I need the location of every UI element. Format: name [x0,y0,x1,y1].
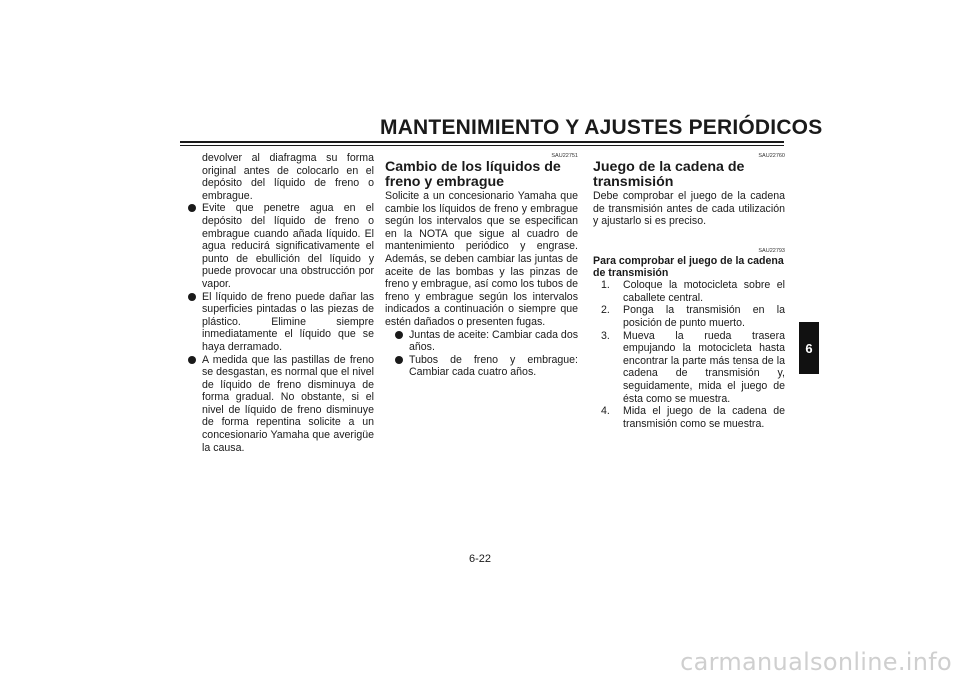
list-item [601,279,785,304]
intro-paragraph: devolver al diafragma su forma original antes de colocarlo en el depósito del líquido de freno o embrague. [202,152,374,202]
section-heading: Cambio de los líquidos de freno y embrague [385,159,561,190]
step-number: 2. [601,304,610,317]
header-rule-thin [180,145,784,146]
bullet-icon [395,331,403,339]
watermark: carmanualsonline.info [680,648,952,676]
list-item [188,202,374,290]
subsection-code: SAU22793 [758,247,785,254]
step-text: Coloque la motocicleta sobre el caballete central. [623,279,785,304]
bullet-icon [188,293,196,301]
list-item [385,329,578,354]
list-item [601,330,785,406]
step-text: Mueva la rueda trasera empujando la motocicleta hasta encontrar la parte más tensa de la cadena de transmisión y, seguidamente, mida el juego de ésta como se muestra. [623,329,785,405]
list-item [601,405,785,430]
subsection-heading: Para comprobar el juego de la cadena de transmisión [593,254,784,279]
section-code: SAU22751 [551,153,578,159]
header-rule-thick [180,141,784,143]
section-body: Solicite a un concesionario Yamaha que cambie los líquidos de freno y embrague según los intervalos que se especifican en la NOTA que sigue al cuadro de mantenimiento periódico y engrase. Además, se deben cambiar las juntas de aceite de las bombas y las pinzas de freno y embrague, así como los tubos de freno y embrague según los intervalos indicados a continuación o siempre que estén dañados o presenten fugas. [385,190,578,328]
column-left [188,152,374,454]
section-heading: Juego de la cadena de transmisión [593,159,745,190]
list-item-text: Tubos de freno y embrague: Cambiar cada cuatro años. [409,353,578,379]
step-number: 1. [601,279,610,292]
list-item-text: A medida que las pastillas de freno se desgastan, es normal que el nivel de líquido de freno disminuya de forma gradual. No obstante, si el nivel de líquido de freno disminuye de forma repentina solicite a un concesionario Yamaha que averigüe la causa. [202,353,374,454]
page-number: 6-22 [468,553,492,565]
step-number: 4. [601,405,610,418]
bullet-icon [395,356,403,364]
list-item-text: Juntas de aceite: Cambiar cada dos años. [409,328,579,354]
section-body: Debe comprobar el juego de la cadena de transmisión antes de cada utilización y ajustarlo si es preciso. [593,190,785,228]
section-code: SAU22760 [758,153,785,159]
list-item-text: Evite que penetre agua en el depósito del líquido de freno o embrague cuando añada líquido. El agua reducirá significativamente el punto de ebullición del líquido y puede provocar una obstrucción por vapor. [202,202,374,290]
bullet-icon [188,204,196,212]
list-item-text: El líquido de freno puede dañar las superficies pintadas o las piezas de plástico. Elimine siempre inmediatamente el líquido que se haya derramado. [202,290,374,353]
step-number: 3. [601,329,610,342]
list-item [601,304,785,329]
page-title: MANTENIMIENTO Y AJUSTES PERIÓDICOS [380,116,823,139]
chapter-tab: 6 [799,322,819,374]
bullet-icon [188,356,196,364]
list-item [385,354,578,379]
step-text: Ponga la transmisión en la posición de punto muerto. [623,304,785,329]
step-text: Mida el juego de la cadena de transmisión como se muestra. [623,405,785,430]
list-item [188,291,374,354]
column-right [593,152,785,430]
list-item [188,354,374,455]
column-middle [385,152,578,379]
